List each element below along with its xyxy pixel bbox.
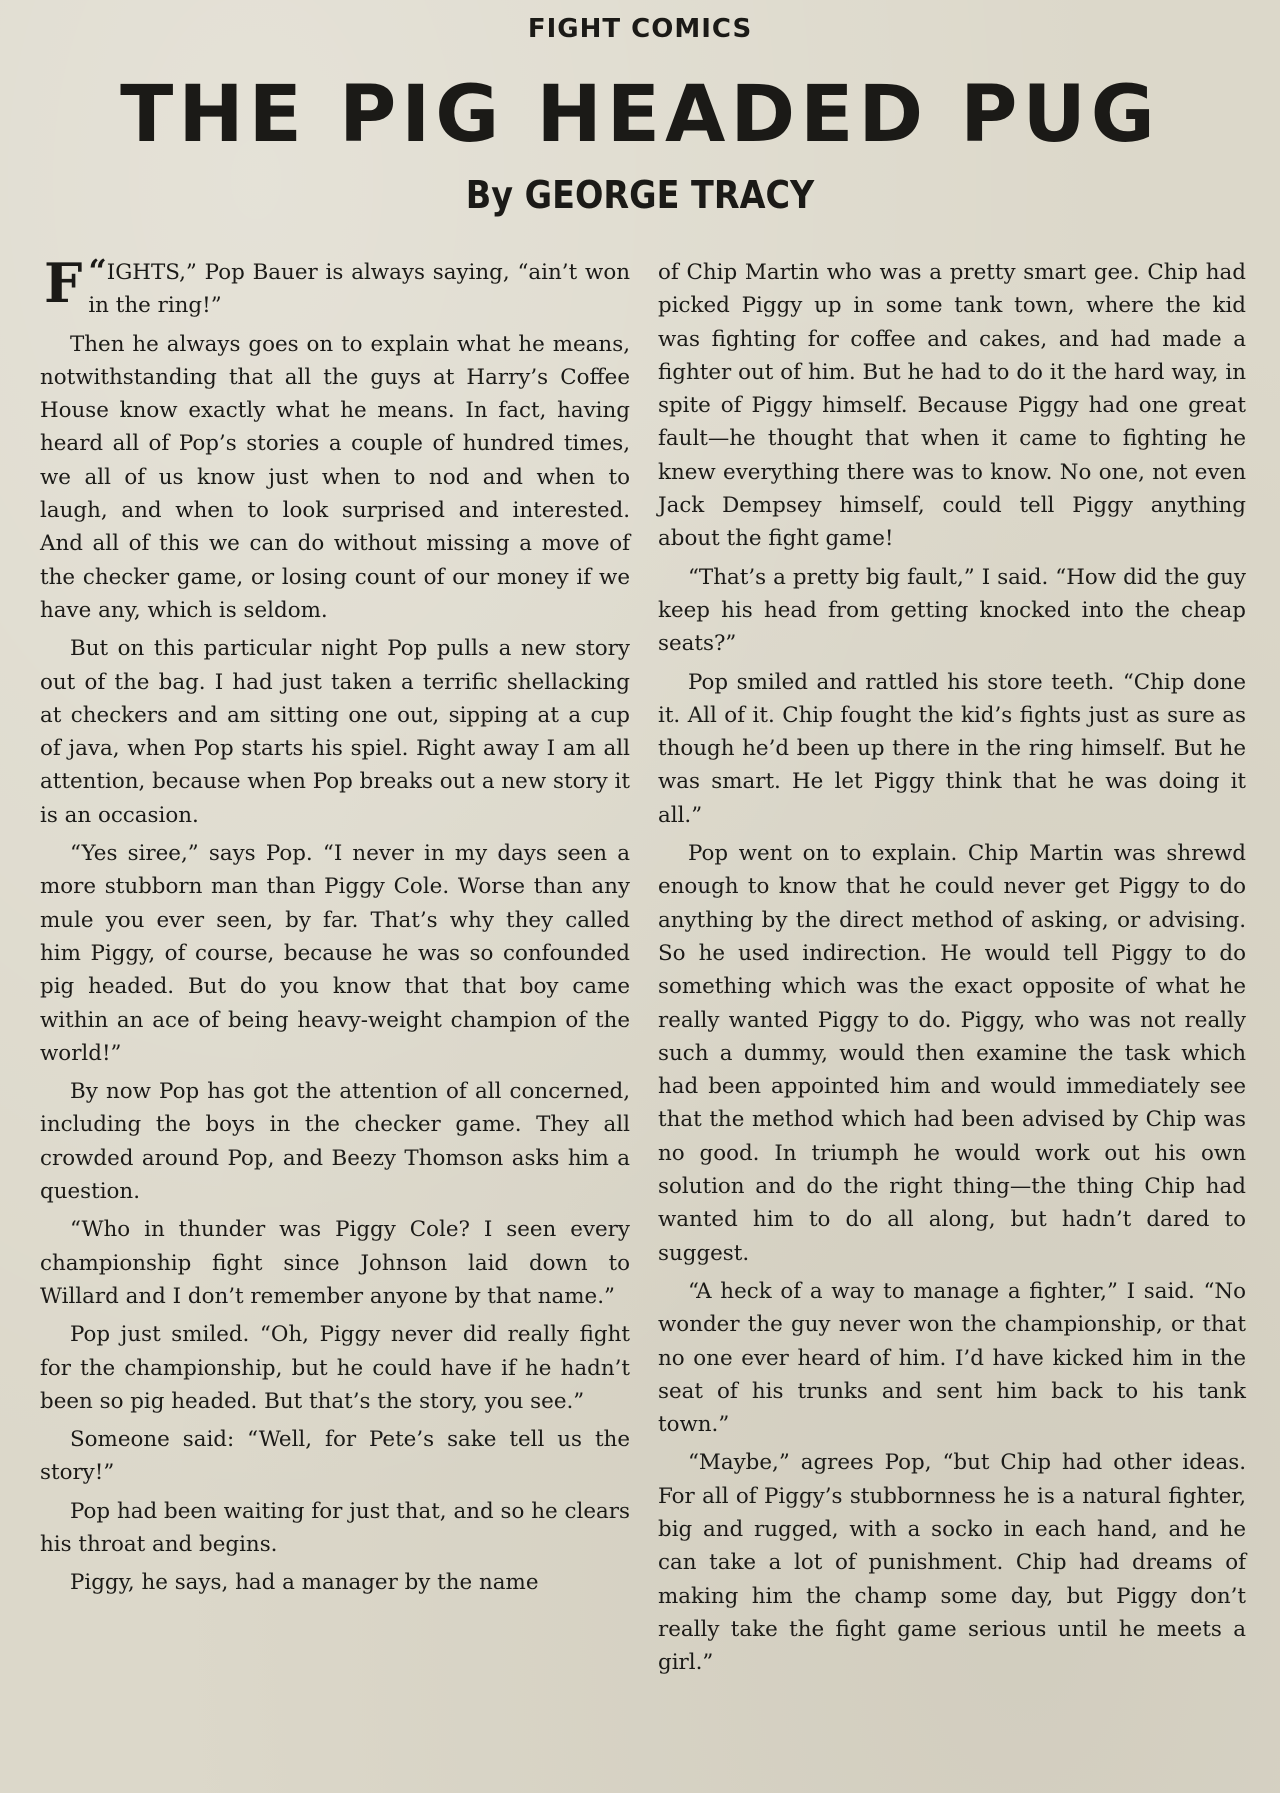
paragraph: “Who in thunder was Piggy Cole? I seen every championship fight since Johnson laid down to Willard and I don’t remember anyone by that name.” (40, 1217, 630, 1309)
paragraph: By now Pop has got the attention of all concerned, including the boys in the checker game. They all crowded around Pop, and Beezy Thomson asks him a question. (40, 1079, 630, 1205)
opening-paragraph-text: IGHTS,” Pop Bauer is always saying, “ain’t won in the ring!” (88, 260, 630, 319)
paragraph: Someone said: “Well, for Pete’s sake tell us the story!” (40, 1427, 630, 1486)
paragraph: But on this particular night Pop pulls a new story out of the bag. I had just taken a terrific shellacking at checkers and am sitting one out, sipping at a cup of java, when Pop starts his spiel. Right away I am all attention, because when Pop breaks out a new story it is an occasion. (40, 636, 630, 828)
opening-quote: “ (88, 252, 107, 290)
paragraph: Piggy, he says, had a manager by the name (70, 1570, 539, 1596)
paragraph: “That’s a pretty big fault,” I said. “How did the guy keep his head from getting knocked into the cheap seats?” (658, 564, 1246, 657)
paragraph: Then he always goes on to explain what he means, notwithstanding that all the guys at Harry’s Coffee House know exactly what he means. In fact, having heard all of Pop’s stories a couple of hundred times, we all of us know just when to nod and when to laugh, and when to look surprised and interested. And all of this we can do without missing a move of the checker game, or losing count of our money if we have any, which is seldom. (40, 331, 630, 623)
paragraph: Pop went on to explain. Chip Martin was shrewd enough to know that he could never get Piggy to do anything by the direct method of asking, or advising. So he used indirection. He would tell Piggy to do something which was the exact opposite of what he really wanted Piggy to do. Piggy, who was not really such a dummy, would then examine the task which had been appointed him and would immediately see that the method which had been advised by Chip was no good. In triumph he would work out his own solution and do the right thing—the thing Chip had wanted him to do all along, but hadn’t dared to suggest. (658, 841, 1246, 1266)
magazine-header: FIGHT COMICS (527, 14, 753, 44)
opening-paragraph (40, 251, 630, 323)
right-column (658, 256, 1246, 1684)
story-title: THE PIG HEADED PUG (120, 70, 1160, 160)
paragraph: “A heck of a way to manage a fighter,” I said. “No wonder the guy never won the championship, or that no one ever heard of him. I’d have kicked him in the seat of his trunks and sent him back to his tank town.” (658, 1278, 1246, 1438)
paragraph: Pop had been waiting for just that, and so he clears his throat and begins. (40, 1498, 630, 1557)
paragraph: “Yes siree,” says Pop. “I never in my days seen a more stubborn man than Piggy Cole. Worse than any mule you ever seen, by far. That’s why they called him Piggy, of course, because he was so confounded pig headed. But do you know that that boy came within an ace of being heavy-weight champion of the world!” (40, 841, 630, 1066)
byline: By GEORGE TRACY (465, 173, 815, 217)
paragraph: Pop smiled and rattled his store teeth. “Chip done it. All of it. Chip fought the kid’s fights just as sure as though he’d been up there in the ring himself. But he was smart. He let Piggy think that he was doing it all.” (658, 669, 1246, 828)
paragraph: Pop just smiled. “Oh, Piggy never did really fight for the championship, but he could have if he hadn’t been so pig headed. But that’s the story, you see.” (40, 1322, 630, 1414)
left-column (40, 251, 630, 1605)
drop-cap: F (44, 251, 83, 315)
paragraph: “Maybe,” agrees Pop, “but Chip had other ideas. For all of Piggy’s stubbornness he is a natural fighter, big and rugged, with a socko in each hand, and he can take a lot of punishment. Chip had dreams of making him the champ some day, but Piggy don’t really take the fight game serious until he meets a girl.” (658, 1450, 1246, 1676)
continued-paragraph: of Chip Martin who was a pretty smart gee. Chip had picked Piggy up in some tank town, where the kid was fighting for coffee and cakes, and had made a fighter out of him. But he had to do it the hard way, in spite of Piggy himself. Because Piggy had one great fault—he thought that when it came to fighting he knew everything there was to know. No one, not even Jack Dempsey himself, could tell Piggy anything about the fight game! (658, 260, 1246, 552)
